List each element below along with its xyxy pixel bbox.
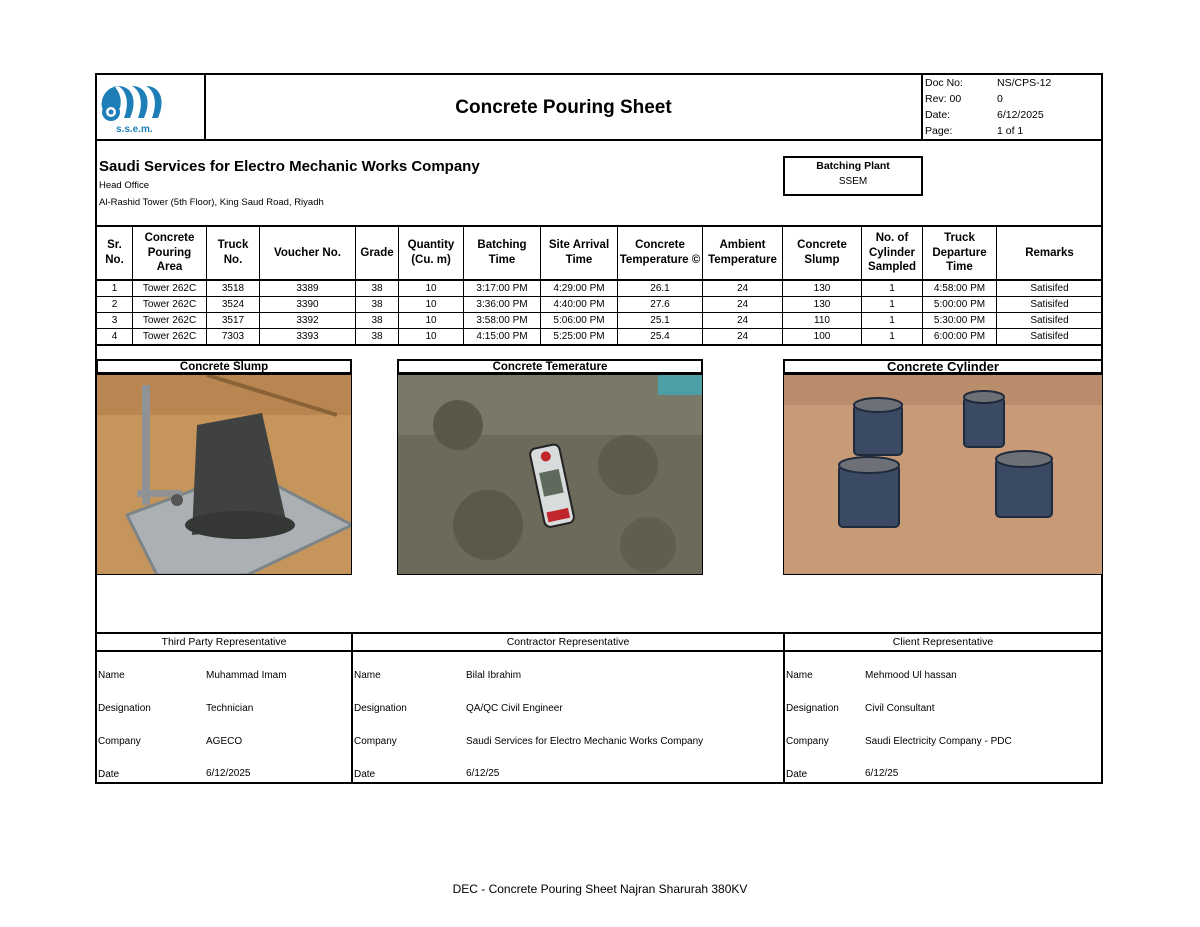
batching-plant-value: SSEM <box>838 176 868 187</box>
cell: 38 <box>356 329 399 346</box>
col-slump: Concrete Slump <box>783 226 862 280</box>
cell: 4:40:00 PM <box>541 297 618 313</box>
cylinder-photo-title: Concrete Cylinder <box>783 359 1103 374</box>
col-grade: Grade <box>356 226 399 280</box>
cell: 4:29:00 PM <box>541 280 618 297</box>
cell: 4:15:00 PM <box>464 329 541 346</box>
logo-text: s.s.e.m. <box>116 124 153 135</box>
date-value: 6/12/2025 <box>997 109 1044 121</box>
cell: Satisifed <box>997 329 1103 346</box>
sig-date-value: 6/12/25 <box>466 768 500 779</box>
col-concrete-temp: Concrete Temperature © <box>618 226 703 280</box>
col-truck-no: Truck No. <box>207 226 260 280</box>
col-site-arrival: Site Arrival Time <box>541 226 618 280</box>
sig-date-value: 6/12/25 <box>865 768 899 779</box>
cell: 110 <box>783 313 862 329</box>
sig-company-value: AGECO <box>206 736 243 747</box>
col-sr-no: Sr. No. <box>97 226 133 280</box>
cell: 3:17:00 PM <box>464 280 541 297</box>
slump-photo-title: Concrete Slump <box>96 359 352 374</box>
temperature-photo <box>397 374 703 575</box>
rev-value: 0 <box>997 93 1003 105</box>
cell: 10 <box>399 297 464 313</box>
sig-name-value: Muhammad Imam <box>206 670 287 681</box>
cell: 130 <box>783 297 862 313</box>
cell: 1 <box>97 280 133 297</box>
col-batching-time: Batching Time <box>464 226 541 280</box>
company-logo <box>98 78 170 138</box>
slump-photo <box>96 374 352 575</box>
sig-company-label: Company <box>354 736 397 747</box>
cell: 3517 <box>207 313 260 329</box>
sig-date-label: Date <box>354 769 376 780</box>
sig-company-value: Saudi Services for Electro Mechanic Works Company <box>466 736 704 747</box>
cell: 130 <box>783 280 862 297</box>
cell: 24 <box>703 313 783 329</box>
page-title: Concrete Pouring Sheet <box>455 96 672 118</box>
cell: 38 <box>356 297 399 313</box>
cell: 5:00:00 PM <box>923 297 997 313</box>
sig-designation-value: Technician <box>206 703 254 714</box>
col-departure: Truck Departure Time <box>923 226 997 280</box>
cell: 2 <box>97 297 133 313</box>
sig-company-label: Company <box>786 736 829 747</box>
doc-no-label: Doc No: <box>925 77 963 89</box>
sig-date-label: Date <box>786 769 808 780</box>
cell: 1 <box>862 280 923 297</box>
cell: 26.1 <box>618 280 703 297</box>
company-office: Head Office <box>99 180 149 191</box>
sig-designation-label: Designation <box>354 703 407 714</box>
page-label: Page: <box>925 125 953 137</box>
sig-designation-value: QA/QC Civil Engineer <box>466 703 563 714</box>
cell: 5:06:00 PM <box>541 313 618 329</box>
cell: Satisifed <box>997 280 1103 297</box>
table-row <box>97 280 1103 297</box>
contractor-heading: Contractor Representative <box>506 636 630 648</box>
cell: 24 <box>703 280 783 297</box>
cell: 10 <box>399 329 464 346</box>
cell: 25.1 <box>618 313 703 329</box>
col-remarks: Remarks <box>997 226 1103 280</box>
cell: Satisifed <box>997 313 1103 329</box>
page-value: 1 of 1 <box>997 125 1024 137</box>
cell: Tower 262C <box>133 329 207 346</box>
cell: 1 <box>862 313 923 329</box>
cylinder-photo <box>783 374 1103 575</box>
cell: 7303 <box>207 329 260 346</box>
temperature-photo-title: Concrete Temerature <box>397 359 703 374</box>
cell: 3390 <box>260 297 356 313</box>
table-row <box>97 297 1103 313</box>
batching-plant-label: Batching Plant <box>816 160 890 172</box>
cell: Satisifed <box>997 297 1103 313</box>
cell: 5:25:00 PM <box>541 329 618 346</box>
cell: 4 <box>97 329 133 346</box>
sig-name-label: Name <box>98 670 125 681</box>
sig-company-value: Saudi Electricity Company - PDC <box>865 736 1012 747</box>
sig-designation-label: Designation <box>98 703 151 714</box>
cell: 3524 <box>207 297 260 313</box>
page-footer: DEC - Concrete Pouring Sheet Najran Sharurah 380KV <box>452 882 748 896</box>
col-cylinders: No. of Cylinder Sampled <box>862 226 923 280</box>
cell: Tower 262C <box>133 313 207 329</box>
cell: 27.6 <box>618 297 703 313</box>
cell: 6:00:00 PM <box>923 329 997 346</box>
cell: 1 <box>862 297 923 313</box>
company-name: Saudi Services for Electro Mechanic Works Company <box>99 158 480 175</box>
pouring-table <box>96 225 1103 346</box>
cell: 5:30:00 PM <box>923 313 997 329</box>
table-row <box>97 329 1103 346</box>
sig-name-value: Mehmood Ul hassan <box>865 670 957 681</box>
cell: 3393 <box>260 329 356 346</box>
cell: 24 <box>703 297 783 313</box>
cell: 3:36:00 PM <box>464 297 541 313</box>
date-label: Date: <box>925 109 951 121</box>
cell: 3389 <box>260 280 356 297</box>
sig-name-value: Bilal Ibrahim <box>466 670 522 681</box>
third-party-heading: Third Party Representative <box>161 636 287 648</box>
sig-designation-value: Civil Consultant <box>865 703 935 714</box>
cell: 3 <box>97 313 133 329</box>
cell: 3518 <box>207 280 260 297</box>
cell: 4:58:00 PM <box>923 280 997 297</box>
signature-divider-2 <box>783 632 785 784</box>
cell: 3:58:00 PM <box>464 313 541 329</box>
cell: 38 <box>356 313 399 329</box>
col-ambient-temp: Ambient Temperature <box>703 226 783 280</box>
table-header-row <box>97 226 1103 280</box>
cell: 10 <box>399 313 464 329</box>
sig-date-label: Date <box>98 769 120 780</box>
company-address: Al-Rashid Tower (5th Floor), King Saud Road, Riyadh <box>99 197 324 208</box>
batching-plant-box <box>783 156 923 196</box>
sig-designation-label: Designation <box>786 703 839 714</box>
rev-label: Rev: 00 <box>925 93 962 105</box>
col-quantity: Quantity (Cu. m) <box>399 226 464 280</box>
cell: Tower 262C <box>133 280 207 297</box>
table-row <box>97 313 1103 329</box>
sig-company-label: Company <box>98 736 141 747</box>
cell: 10 <box>399 280 464 297</box>
client-heading: Client Representative <box>892 636 994 648</box>
signature-divider-1 <box>351 632 353 784</box>
cell: 100 <box>783 329 862 346</box>
doc-no-value: NS/CPS-12 <box>997 77 1052 89</box>
sig-name-label: Name <box>786 670 813 681</box>
cell: 38 <box>356 280 399 297</box>
sig-name-label: Name <box>354 670 381 681</box>
cell: 24 <box>703 329 783 346</box>
col-pouring-area: Concrete Pouring Area <box>133 226 207 280</box>
col-voucher-no: Voucher No. <box>260 226 356 280</box>
cell: 25.4 <box>618 329 703 346</box>
cell: 3392 <box>260 313 356 329</box>
sig-date-value: 6/12/2025 <box>206 768 251 779</box>
cell: 1 <box>862 329 923 346</box>
cell: Tower 262C <box>133 297 207 313</box>
